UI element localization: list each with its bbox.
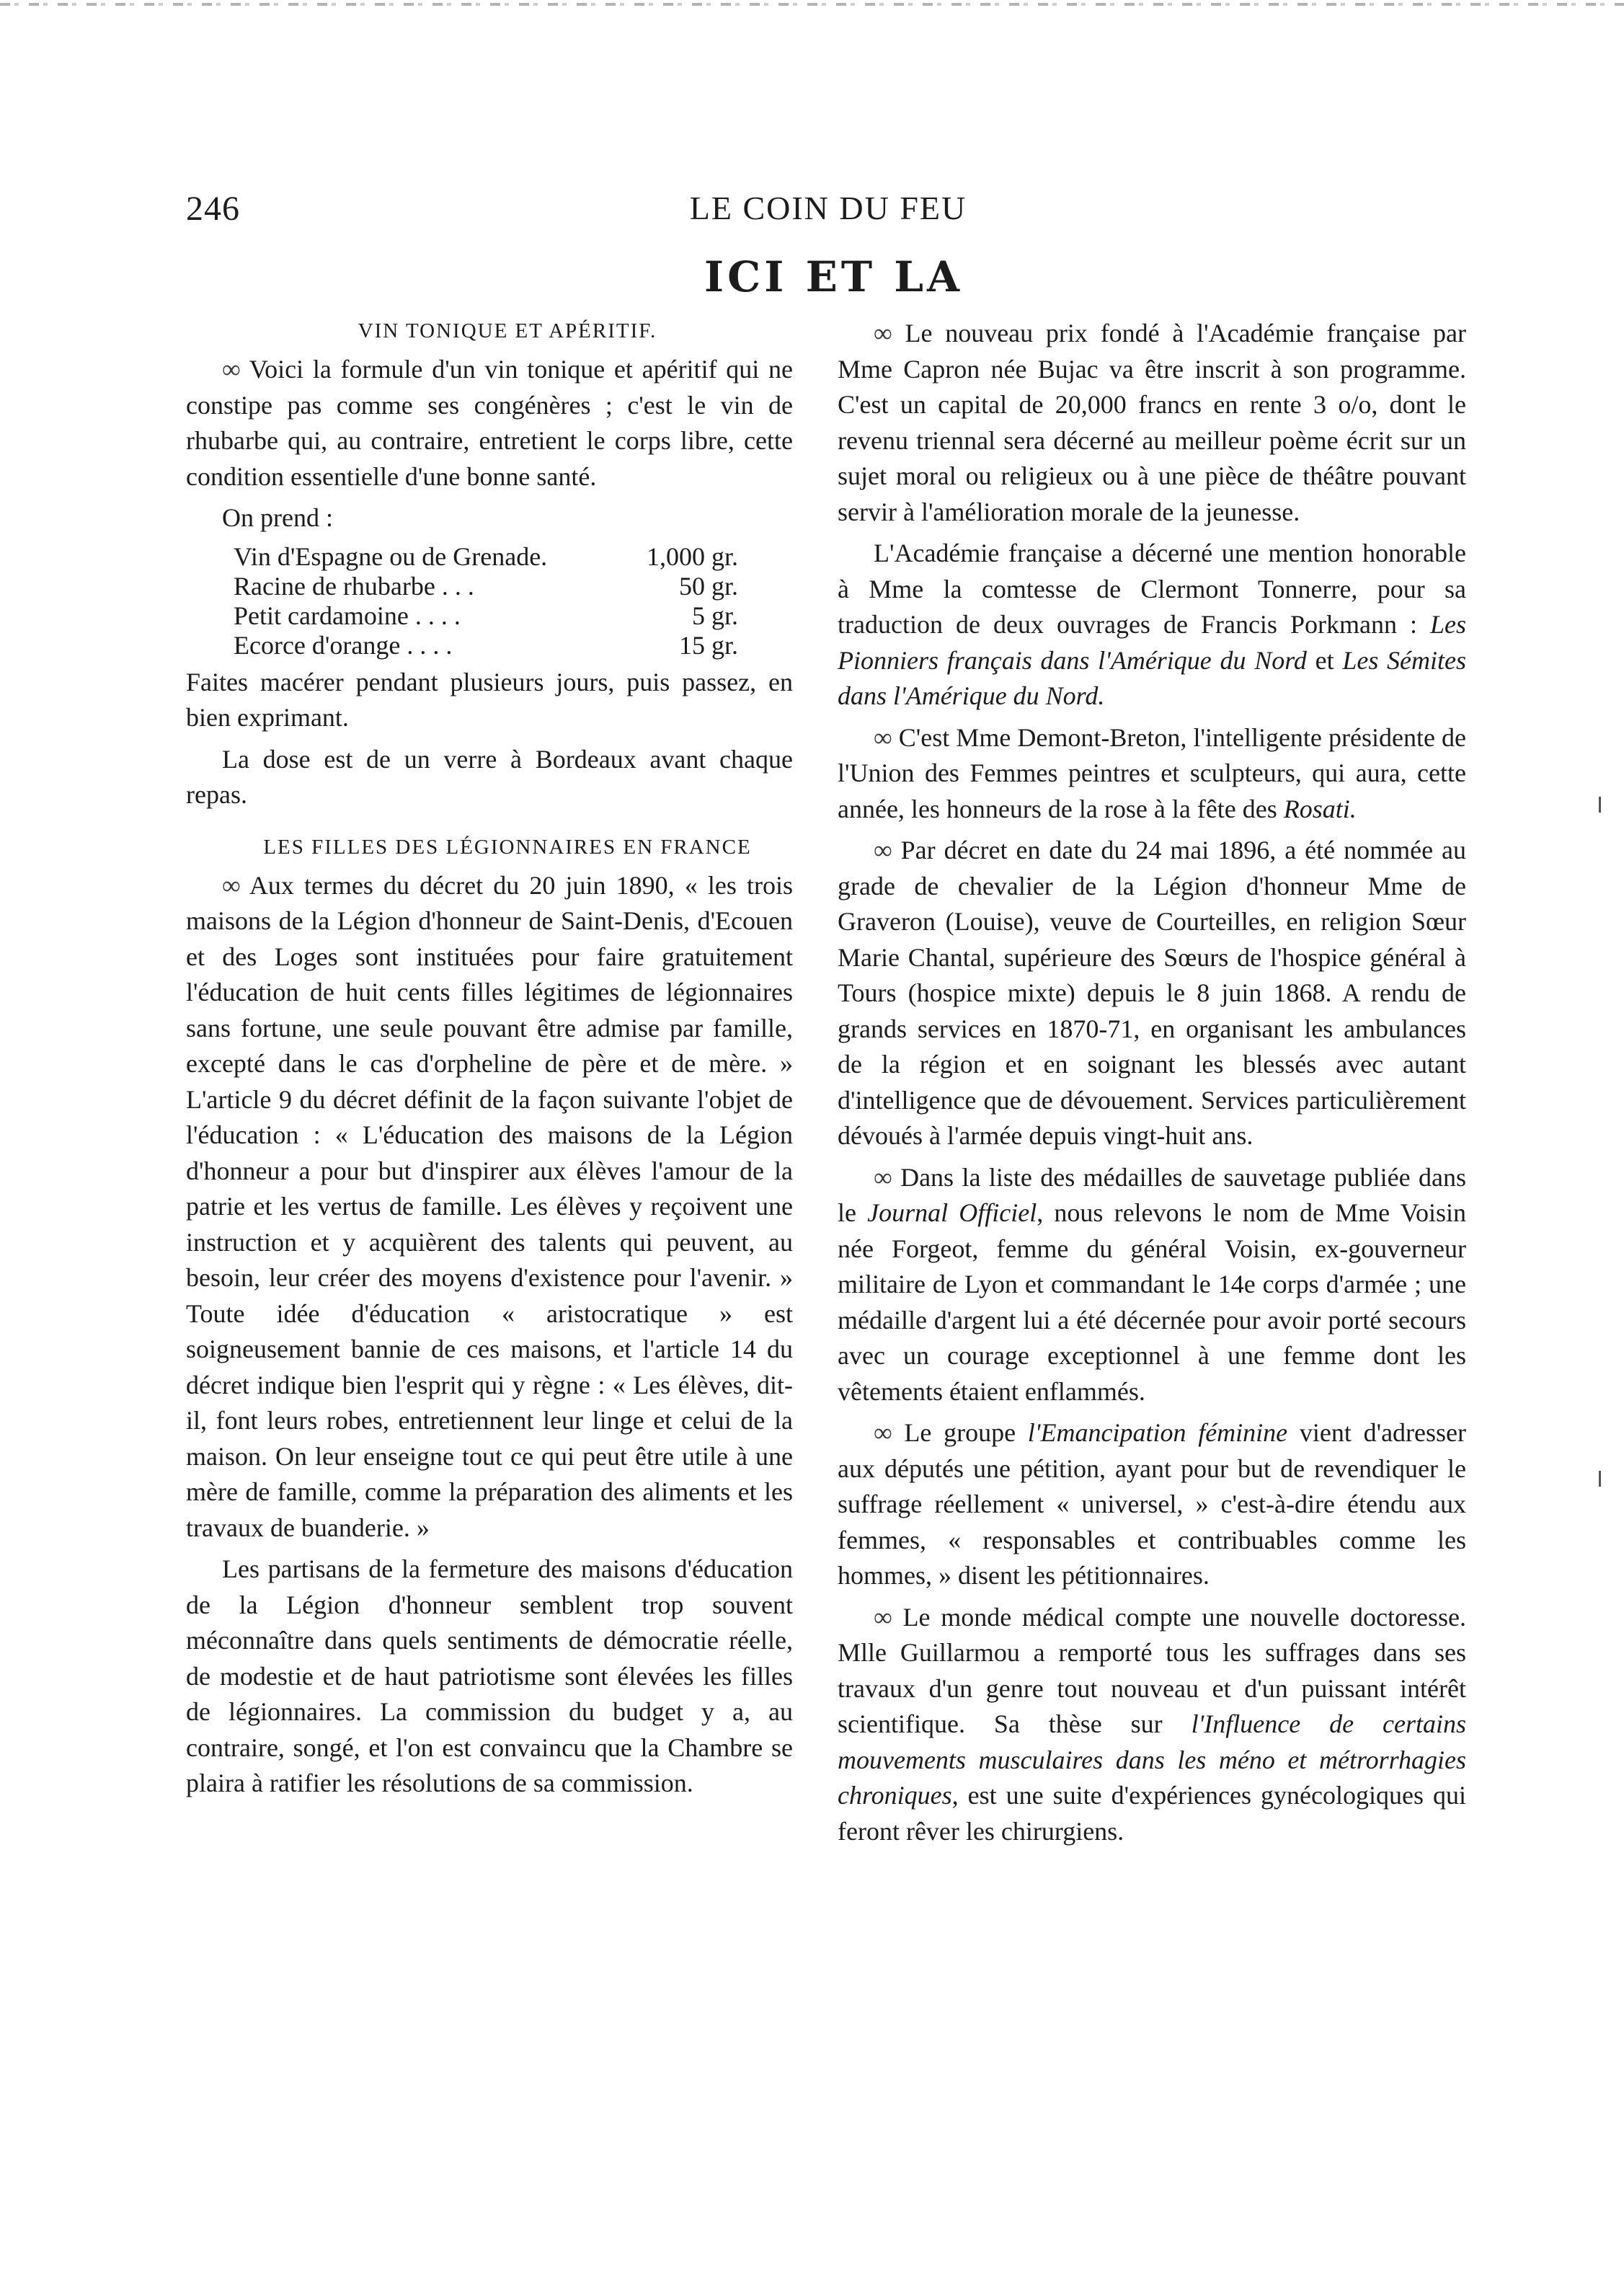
recipe-row: Racine de rhubarbe . . . 50 gr. bbox=[234, 571, 738, 601]
right-column bbox=[838, 316, 1466, 1855]
vin-paragraph-2: Faites macérer pendant plusieurs jours, puis passez, en bien exprimant. bbox=[186, 667, 793, 732]
running-head bbox=[186, 189, 1470, 239]
doctoresse-paragraph: ∞ Le monde médical compte une nouvelle doctoresse. Mlle Guillarmou a remporté tous les suffrages dans ses travaux d'un genre tout nouveau et d'un puissant intérêt scientifique. Sa thèse sur l'Influence de certains mouvements musculaires dans les méno et métrorrhagies chroniques, est une suite d'expériences gynécologiques qui feront rêver les chirurgiens. bbox=[838, 1602, 1466, 1846]
paragraph-mark-icon: ∞ bbox=[874, 836, 892, 864]
filles-legionnaires-heading: LES FILLES DES LÉGIONNAIRES EN FRANCE bbox=[263, 835, 752, 859]
vin-paragraph-3: La dose est de un verre à Bordeaux avant chaque repas. bbox=[186, 744, 793, 809]
top-edge-line bbox=[0, 3, 1624, 6]
recipe-row: Vin d'Espagne ou de Grenade. 1,000 gr. bbox=[234, 541, 738, 571]
decret-paragraph: ∞ Par décret en date du 24 mai 1896, a été nommée au grade de chevalier de la Légion d'honneur Mme de Graveron (Louise), veuve de Courteilles, en religion Sœur Marie Chantal, supérieure des Sœurs de l'hospice général à Tours (hospice mixte) depuis le 8 juin 1868. A rendu de grands services en 1870-71, en organisant les ambulances de la région et en soignant les blessés avec autant d'intelligence que de dévouement. Services particulièrement dévoués à l'armée depuis vingt-huit ans. bbox=[838, 836, 1466, 1150]
on-prend: On prend : bbox=[222, 503, 333, 532]
paragraph-mark-icon: ∞ bbox=[874, 319, 892, 348]
emancipation-paragraph: ∞ Le groupe l'Emancipation féminine vient d'adresser aux députés une pétition, ayant pour but de revendiquer le suffrage réellement « universel, » c'est-à-dire étendu aux femmes, « responsables et contribuables comme les hommes, » disent les pétitionnaires. bbox=[838, 1418, 1467, 1590]
margin-mark bbox=[1599, 797, 1601, 813]
recipe-list bbox=[234, 542, 738, 660]
prix-academie-paragraph: ∞ Le nouveau prix fondé à l'Académie française par Mme Capron née Bujac va être inscrit à son programme. C'est un capital de 20,000 francs en rente 3 o/o, dont le revenu triennal sera décerné au meilleur poème écrit sur un sujet moral ou religieux ou à une pièce de théâtre pouvant servir à l'amélioration morale de la jeunesse. bbox=[838, 319, 1467, 526]
journal-title: LE COIN DU FEU bbox=[689, 190, 967, 226]
page-number: 246 bbox=[186, 190, 240, 228]
paragraph-mark-icon: ∞ bbox=[874, 1162, 892, 1192]
paragraph-mark-icon: ∞ bbox=[222, 355, 241, 384]
margin-mark bbox=[1599, 1471, 1601, 1487]
filles-paragraph-2: Les partisans de la fermeture des maisons d'éducation de la Légion d'honneur semblent trop souvent méconnaître dans quels sentiments de démocratie réelle, de modestie et de haut patriotisme sont élevées les filles de légionnaires. La commission du budget y a, au contraire, songé, et l'on est convaincu que la Chambre se plaira à ratifier les résolutions de sa commission. bbox=[186, 1554, 793, 1797]
sauvetage-paragraph: ∞ Dans la liste des médailles de sauvetage publiée dans le Journal Officiel, nous relevons le nom de Mme Voisin née Forgeot, femme du général Voisin, ex-gouverneur militaire de Lyon et commandant le 14e corps d'armée ; une médaille d'argent lui a été décernée pour avoir porté secours avec un courage exceptionnel à une femme dont les vêtements étaient enflammés. bbox=[838, 1162, 1467, 1406]
left-column bbox=[186, 316, 793, 1807]
section-title: ICI ET LA bbox=[704, 252, 963, 301]
paragraph-mark-icon: ∞ bbox=[874, 722, 892, 752]
vin-paragraph-1: ∞ Voici la formule d'un vin tonique et apéritif qui ne constipe pas comme ses congénères ; c'est le vin de rhubarbe qui, au contraire, entretient le corps libre, cette condition essentielle d'une bonne santé. bbox=[186, 355, 793, 491]
recipe-row: Ecorce d'orange . . . . 15 gr. bbox=[234, 630, 738, 660]
filles-paragraph-1: ∞ Aux termes du décret du 20 juin 1890, « les trois maisons de la Légion d'honneur de Saint-Denis, d'Ecouen et des Loges sont instituées pour faire gratuitement l'éducation de huit cents filles légitimes de légionnaires sans fortune, une seule pouvant être admise par famille, excepté dans le cas d'orpheline de père et de mère. » L'article 9 du décret définit de la façon suivante l'objet de l'éducation : « L'éducation des maisons de la Légion d'honneur a pour but d'inspirer aux élèves l'amour de la patrie et les vertus de famille. Les élèves y reçoivent une instruction et y acquièrent des talents qui peuvent, au besoin, leur créer des moyens d'existence pour l'avenir. » Toute idée d'éducation « aristocratique » est soigneusement bannie de ces maisons, et l'article 14 du décret indique bien l'esprit qui y règne : « Les élèves, dit-il, font leurs robes, entretiennent leur linge et celui de la maison. On leur enseigne tout ce qui peut être utile à une mère de famille, comme la préparation des aliments et les travaux de buanderie. » bbox=[186, 870, 793, 1542]
paragraph-mark-icon: ∞ bbox=[222, 870, 241, 900]
paragraph-mark-icon: ∞ bbox=[874, 1418, 892, 1447]
recipe-row: Petit cardamoine . . . . 5 gr. bbox=[234, 601, 738, 630]
paragraph-mark-icon: ∞ bbox=[874, 1602, 892, 1632]
mention-honorable-paragraph: L'Académie française a décerné une mention honorable à Mme la comtesse de Clermont Tonnerre, pour sa traduction de deux ouvrages de Francis Porkmann : Les Pionniers français dans l'Amérique du Nord et Les Sémites dans l'Amérique du Nord. bbox=[838, 539, 1466, 710]
demont-breton-paragraph: ∞ C'est Mme Demont-Breton, l'intelligente présidente de l'Union des Femmes peintres et sculpteurs, qui aura, cette année, les honneurs de la rose à la fête des Rosati. bbox=[838, 722, 1467, 823]
vin-tonique-heading: VIN TONIQUE ET APÉRITIF. bbox=[358, 319, 657, 342]
